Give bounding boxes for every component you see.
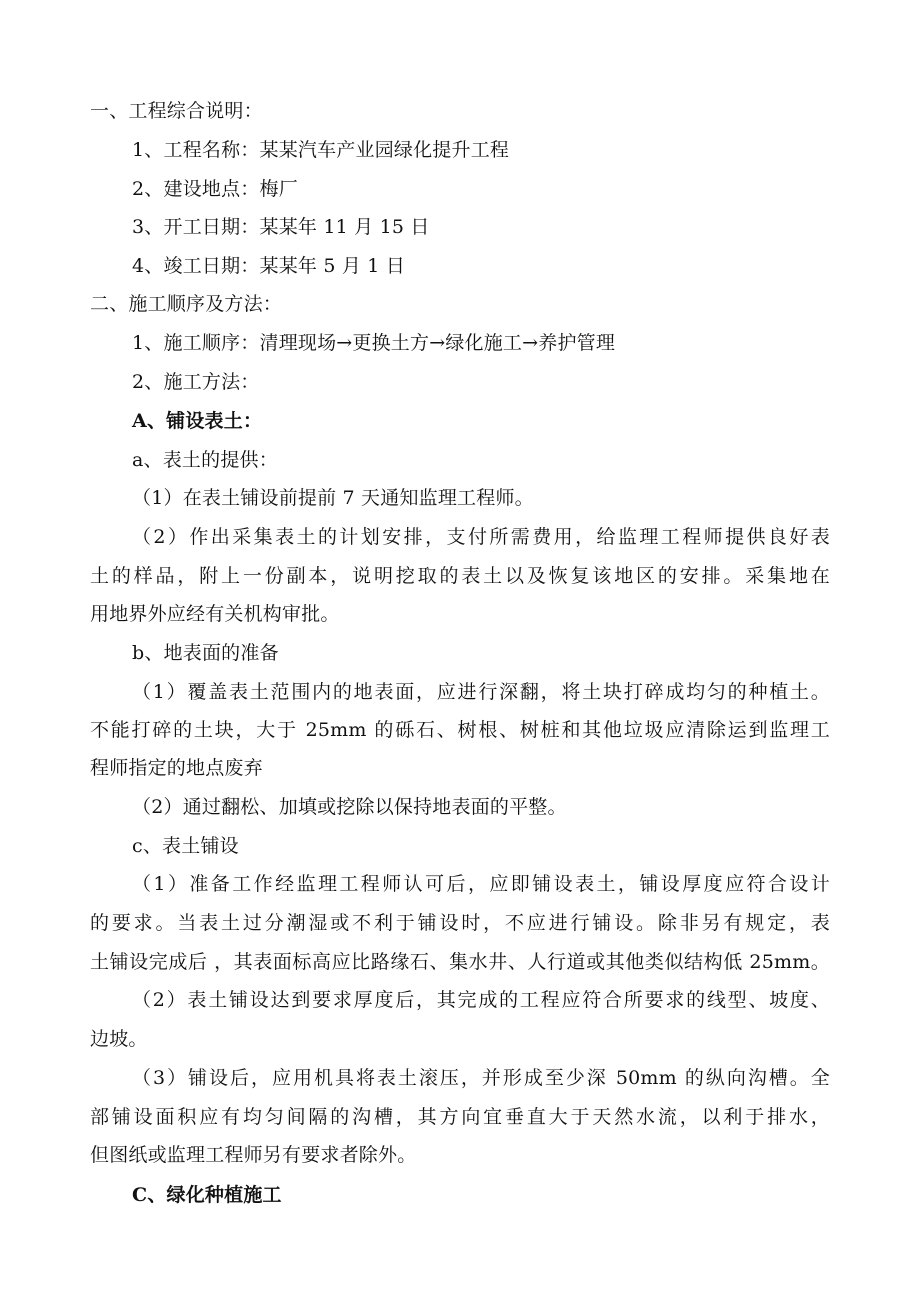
item-b-title: b、地表面的准备 <box>132 642 279 664</box>
item-a-title: a、表土的提供： <box>132 449 278 471</box>
item-c-3-line-2: 部铺设面积应有均匀间隔的沟槽，其方向宜垂直大于天然水流，以利于排水， <box>90 1106 830 1128</box>
start-date: 3、开工日期：某某年 11 月 15 日 <box>132 216 430 238</box>
section-heading-2: 二、施工顺序及方法： <box>90 293 283 315</box>
construction-sequence: 1、施工顺序：清理现场→更换土方→绿化施工→养护管理 <box>132 332 616 354</box>
item-c-2-line-2: 边坡。 <box>90 1028 148 1050</box>
item-b-1-line-3: 程师指定的地点废弃 <box>90 757 263 779</box>
project-name: 1、工程名称：某某汽车产业园绿化提升工程 <box>132 139 510 161</box>
item-b-1-line-1: （1）覆盖表土范围内的地表面，应进行深翻，将土块打碎成均匀的种植土。 <box>132 681 830 703</box>
item-b-1-line-2: 不能打碎的土块，大于 25mm 的砾石、树根、树桩和其他垃圾应清除运到监理工 <box>90 719 830 741</box>
completion-date: 4、竣工日期：某某年 5 月 1 日 <box>132 255 406 277</box>
item-c-title: c、表土铺设 <box>132 835 239 857</box>
item-a-2-line-2: 土的样品，附上一份副本，说明挖取的表土以及恢复该地区的安排。采集地在 <box>90 565 830 587</box>
item-c-1-line-3: 土铺设完成后 ，其表面标高应比路缘石、集水井、人行道或其他类似结构低 25mm。 <box>90 951 830 973</box>
item-c-3-line-3: 但图纸或监理工程师另有要求者除外。 <box>90 1144 417 1166</box>
item-b-2: （2）通过翻松、加填或挖除以保持地表面的平整。 <box>132 796 567 818</box>
subheading-c: C、绿化种植施工 <box>132 1184 282 1206</box>
item-a-2-line-1: （2）作出采集表土的计划安排，支付所需费用，给监理工程师提供良好表 <box>132 526 830 548</box>
item-c-3-line-1: （3）铺设后，应用机具将表土滚压，并形成至少深 50mm 的纵向沟槽。全 <box>132 1067 830 1089</box>
item-a-1: （1）在表土铺设前提前 7 天通知监理工程师。 <box>132 487 534 509</box>
item-c-1-line-1: （1）准备工作经监理工程师认可后，应即铺设表土，铺设厚度应符合设计 <box>132 873 830 895</box>
item-c-2-line-1: （2）表土铺设达到要求厚度后，其完成的工程应符合所要求的线型、坡度、 <box>132 989 830 1011</box>
construction-site: 2、建设地点：梅厂 <box>132 178 298 200</box>
subheading-a: A、铺设表土： <box>132 410 263 432</box>
item-c-1-line-2: 的要求。当表土过分潮湿或不利于铺设时，不应进行铺设。除非另有规定，表 <box>90 912 830 934</box>
construction-method: 2、施工方法： <box>132 371 260 393</box>
section-heading-1: 一、工程综合说明： <box>90 100 263 122</box>
item-a-2-line-3: 用地界外应经有关机构审批。 <box>90 603 340 625</box>
